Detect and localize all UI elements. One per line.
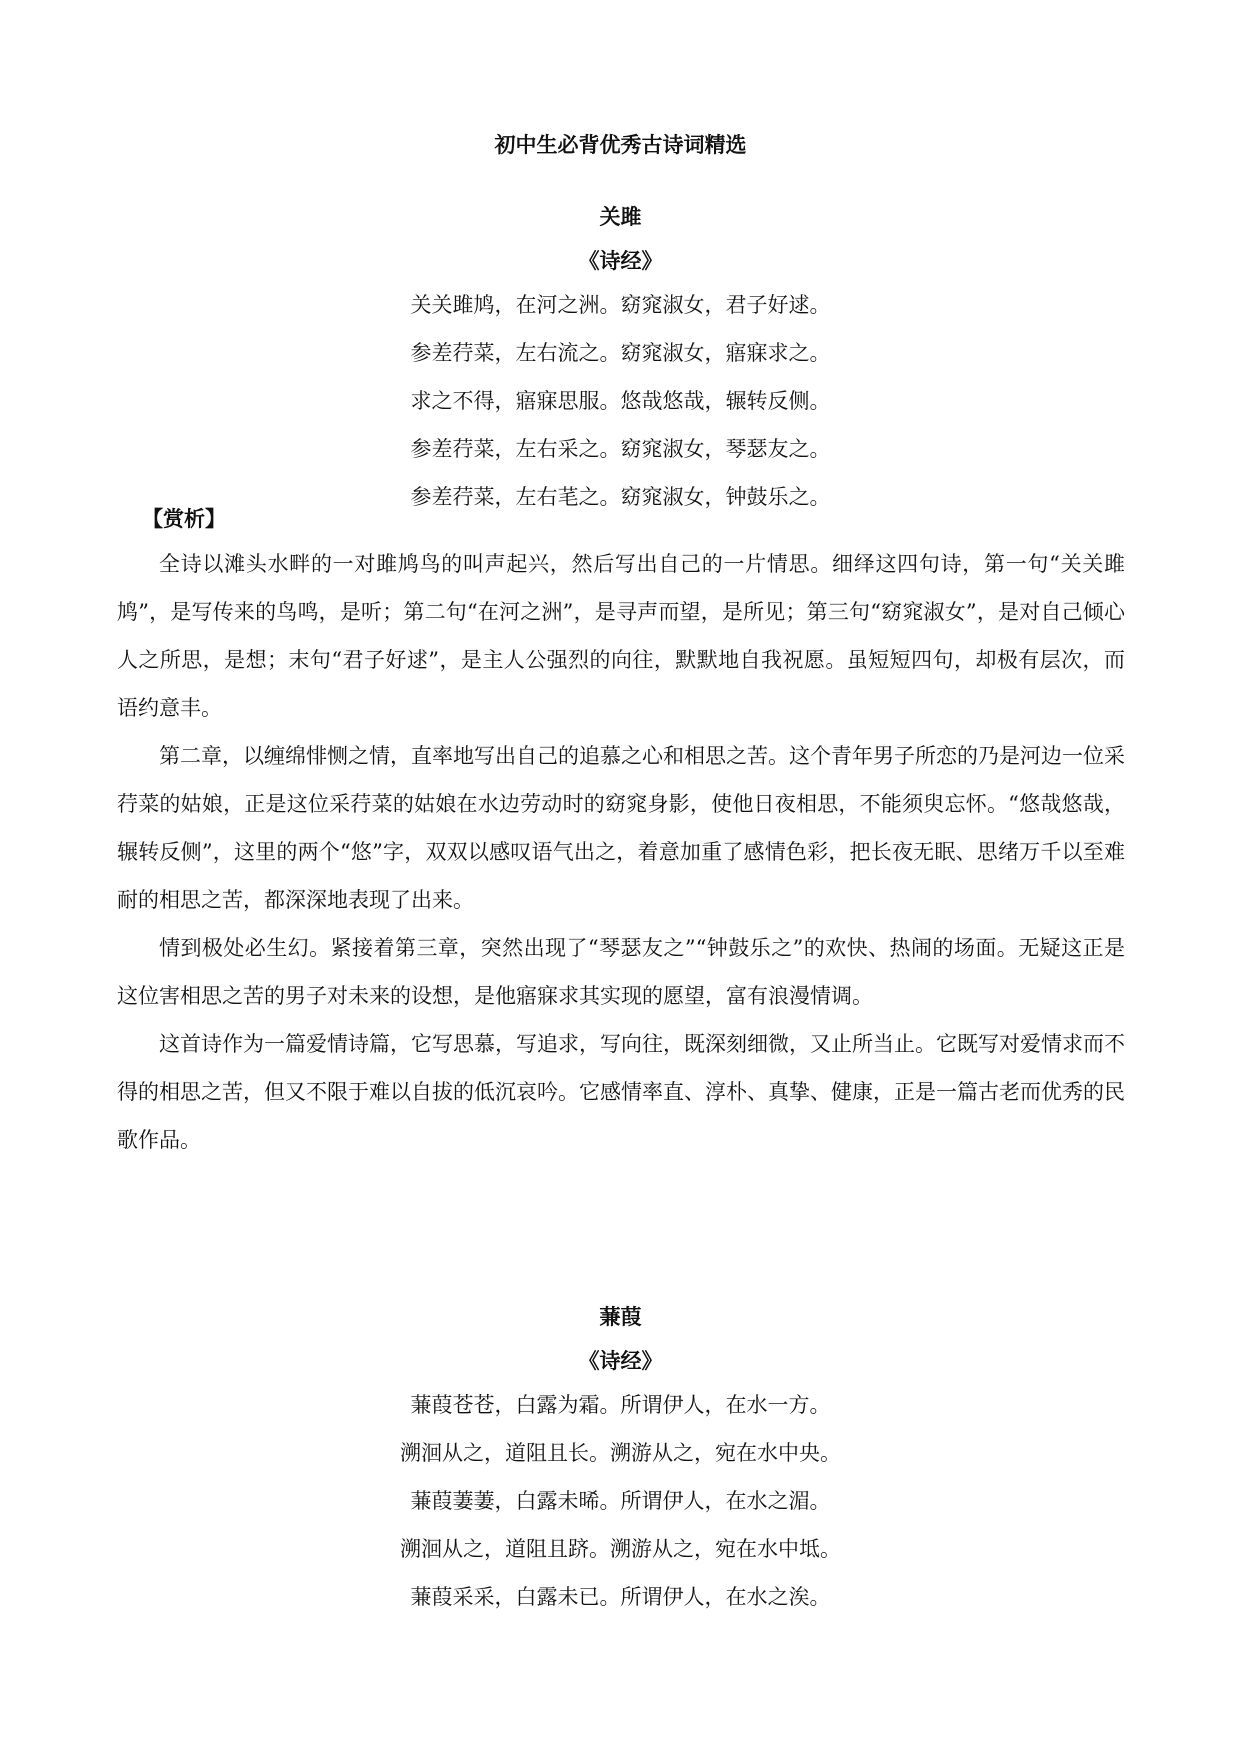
poem-guanju: [0, 202, 1241, 232]
poem-line: 参差荇菜，左右芼之。窈窕淑女，钟鼓乐之。: [410, 485, 831, 509]
poem-jianjia: [0, 1302, 1241, 1332]
poem-line: 参差荇菜，左右采之。窈窕淑女，琴瑟友之。: [410, 437, 831, 461]
poem-source: 《诗经》: [578, 1348, 663, 1373]
appreciation-paragraph: 全诗以滩头水畔的一对雎鸠鸟的叫声起兴，然后写出自己的一片情思。细绎这四句诗，第一句“关关雎鸠”，是写传来的鸟鸣，是听；第二句“在河之洲”，是寻声而望，是所见；第三句“窈窕淑女”，是对自己倾心人之所思，是想；末句“君子好逑”，是主人公强烈的向往，默默地自我祝愿。虽短短四句，却极有层次，而语约意丰。: [117, 552, 1125, 720]
poem-jianjia-lines: [0, 1390, 1241, 1612]
poem-line: 溯洄从之，道阻且跻。溯游从之，宛在水中坻。: [400, 1537, 841, 1561]
poem-title: 关雎: [599, 204, 642, 229]
appreciation-paragraph: 情到极处必生幻。紧接着第三章，突然出现了“琴瑟友之”“钟鼓乐之”的欢快、热闹的场面。无疑这正是这位害相思之苦的男子对未来的设想，是他寤寐求其实现的愿望，富有浪漫情调。: [117, 936, 1125, 1008]
poem-line: 蒹葭采采，白露未已。所谓伊人，在水之涘。: [410, 1585, 831, 1609]
poem-jianjia-source-wrap: [0, 1346, 1241, 1376]
poem-line: 蒹葭萋萋，白露未晞。所谓伊人，在水之湄。: [410, 1489, 831, 1513]
poem-source: 《诗经》: [578, 248, 663, 273]
poem-line: 关关雎鸠，在河之洲。窈窕淑女，君子好逑。: [410, 293, 831, 317]
poem-line: 参差荇菜，左右流之。窈窕淑女，寤寐求之。: [410, 341, 831, 365]
poem-line: 求之不得，寤寐思服。悠哉悠哉，辗转反侧。: [410, 389, 831, 413]
appreciation-paragraph: 这首诗作为一篇爱情诗篇，它写思慕，写追求，写向往，既深刻细微，又止所当止。它既写对爱情求而不得的相思之苦，但又不限于难以自拔的低沉哀吟。它感情率直、淳朴、真挚、健康，正是一篇古老而优秀的民歌作品。: [117, 1032, 1125, 1152]
poem-title: 蒹葭: [599, 1304, 642, 1329]
poem-guanju-lines: [0, 290, 1241, 512]
appreciation-heading: 【赏析】: [142, 506, 226, 531]
appreciation-paragraph: 第二章，以缠绵悱恻之情，直率地写出自己的追慕之心和相思之苦。这个青年男子所恋的乃是河边一位采荇菜的姑娘，正是这位采荇菜的姑娘在水边劳动时的窈窕身影，使他日夜相思，不能须臾忘怀。“悠哉悠哉，辗转反侧”，这里的两个“悠”字，双双以感叹语气出之，着意加重了感情色彩，把长夜无眠、思绪万千以至难耐的相思之苦，都深深地表现了出来。: [117, 744, 1125, 912]
document-title: 初中生必背优秀古诗词精选: [494, 132, 747, 157]
poem-guanju-source-wrap: [0, 246, 1241, 276]
poem-line: 蒹葭苍苍，白露为霜。所谓伊人，在水一方。: [410, 1393, 831, 1417]
poem-line: 溯洄从之，道阻且长。溯游从之，宛在水中央。: [400, 1441, 841, 1465]
